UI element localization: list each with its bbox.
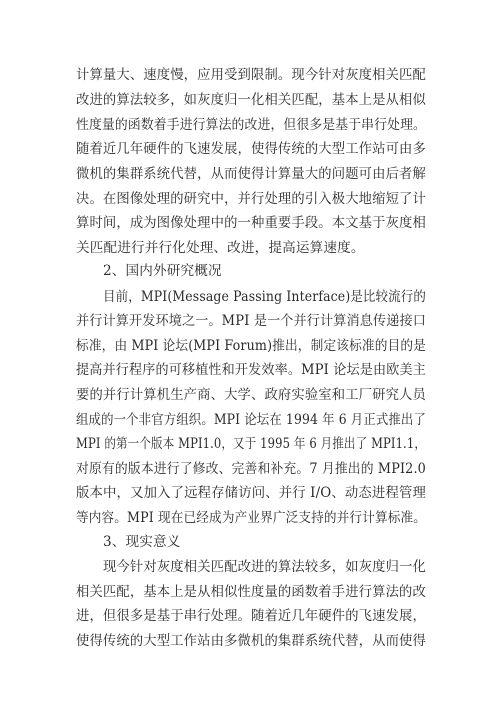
paragraph-line: 版本中，又加入了远程存储访问、并行 I/O、动态进程管理 (76, 485, 427, 501)
paragraph-line: 标准，由 MPI 论坛(MPI Forum)推出，制定该标准的目的是 (76, 338, 426, 354)
paragraph-line: 目前，MPI(Message Passing Interface)是比较流行的 (103, 289, 427, 305)
paragraph-line: 改进的算法较多，如灰度归一化相关匹配，基本上是从相似 (76, 92, 426, 108)
paragraph-line: 组成的一个非官方组织。MPI 论坛在 1994 年 6 月正式推出了 (76, 412, 427, 428)
paragraph-line: 性度量的函数着手进行算法的改进，但很多是基于串行处理。 (76, 117, 427, 133)
paragraph-line: 进，但很多是基于串行处理。随着近几年硬件的飞速发展， (76, 608, 426, 624)
paragraph-line: 计算量大、速度慢，应用受到限制。现今针对灰度相关匹配 (76, 67, 426, 83)
paragraph-line: 使得传统的大型工作站由多微机的集群系统代替，从而使得 (76, 633, 426, 649)
paragraph-line: 现今针对灰度相关匹配改进的算法较多，如灰度归一化 (103, 559, 426, 575)
paragraph-line: 微机的集群系统代替，从而使得计算量大的问题可由后者解 (76, 166, 426, 182)
paragraph-line: 对原有的版本进行了修改、完善和补充。7 月推出的 MPI2.0 (76, 461, 426, 477)
paragraph-line: 并行计算开发环境之一。MPI 是一个并行计算消息传递接口 (76, 313, 426, 329)
paragraph-line: 要的并行计算机生产商、大学、政府实验室和工厂研究人员 (76, 387, 426, 403)
paragraph-line: 随着近几年硬件的飞速发展，使得传统的大型工作站可由多 (76, 141, 426, 157)
paragraph-line: 相关匹配，基本上是从相似性度量的函数着手进行算法的改 (76, 584, 426, 600)
section-heading: 3、现实意义 (103, 534, 181, 550)
section-heading: 2、国内外研究概况 (103, 263, 222, 279)
paragraph-line: 等内容。MPI 现在已经成为产业界广泛支持的并行计算标准。 (76, 510, 427, 526)
paragraph-line: 提高并行程序的可移植性和开发效率。MPI 论坛是由欧美主 (76, 362, 426, 378)
paragraph-line: 决。在图像处理的研究中，并行处理的引入极大地缩短了计 (76, 191, 426, 207)
paragraph-line: 算时间，成为图像处理中的一种重要手段。本文基于灰度相 (76, 215, 426, 231)
paragraph-line: 关匹配进行并行化处理、改进，提高运算速度。 (76, 240, 365, 256)
paragraph-line: MPI 的第一个版本 MPI1.0，又于 1995 年 6 月推出了 MPI1.1， (76, 436, 427, 452)
